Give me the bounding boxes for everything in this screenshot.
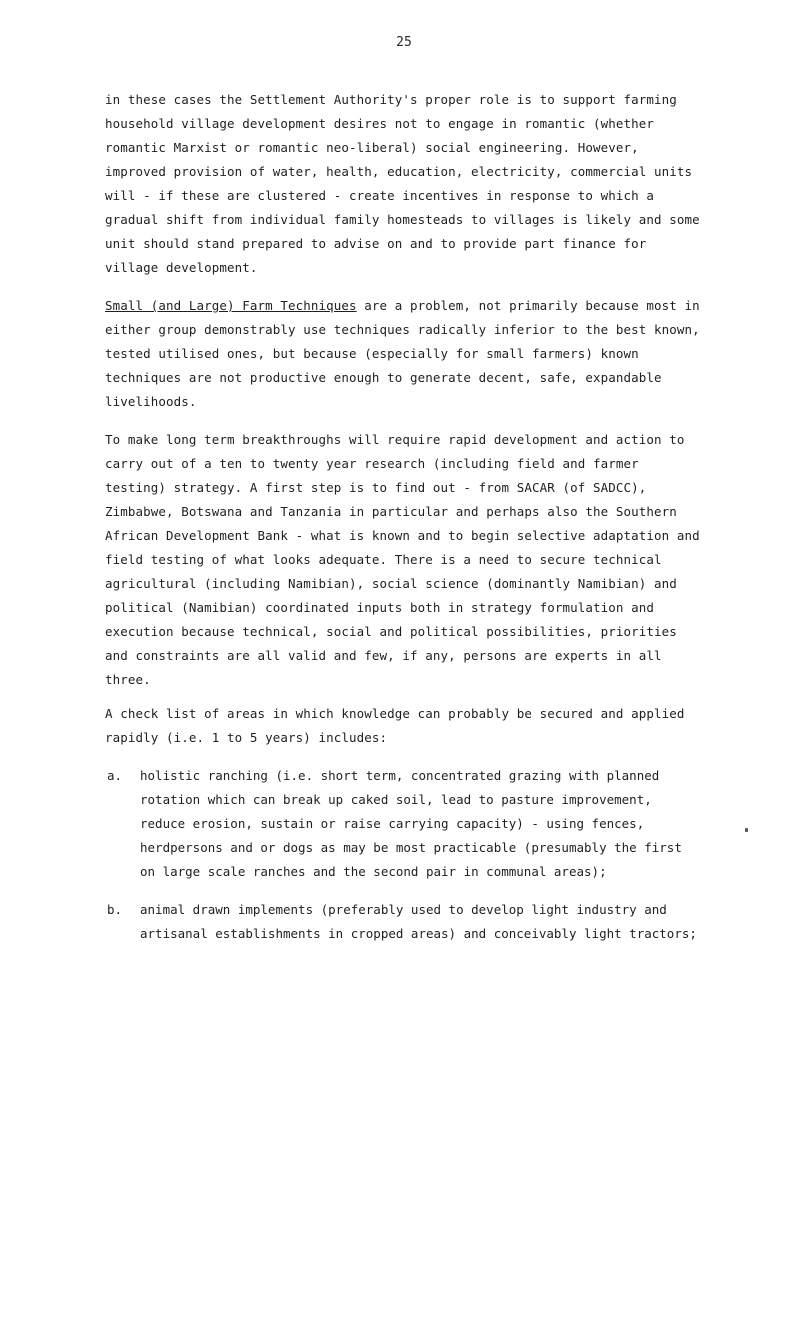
list-marker: a.	[107, 768, 123, 783]
paragraph-farm-techniques-text: are a problem, not primarily because most in either group demonstrably use techniques radically inferior to the best known, tested utilised ones, but because (especially for small farmers) known techniques are not productive enough to generate decent, safe, expandable livelihoods.	[105, 298, 700, 409]
paragraph-breakthroughs: To make long term breakthroughs will require rapid development and action to carry out of a ten to twenty year research (including field and farmer testing) strategy. A first step is to find out - from SACAR (of SADCC), Zimbabwe, Botswana and Tanzania in particular and perhaps also the Southern African Development Bank - what is known and to begin selective adaptation and field testing of what looks adequate. There is a need to secure technical agricultural (including Namibian), social science (dominantly Namibian) and political (Namibian) coordinated inputs both in strategy formulation and execution because technical, social and political possibilities, priorities and constraints are all valid and few, if any, persons are experts in all three.	[105, 432, 700, 687]
scan-speck	[745, 828, 748, 832]
paragraph-check-list-intro: A check list of areas in which knowledge can probably be secured and applied rapidly (i.e. 1 to 5 years) includes:	[105, 706, 685, 745]
list-item-text: holistic ranching (i.e. short term, concentrated grazing with planned rotation which can break up caked soil, lead to pasture improvement, reduce erosion, sustain or raise carrying capacity) - using fences, herdpersons and or dogs as may be most practicable (presumably the first on large scale ranches and the second pair in communal areas);	[140, 768, 682, 879]
list-marker: b.	[107, 902, 123, 917]
paragraph-farm-techniques	[105, 294, 705, 414]
list-item-text: animal drawn implements (preferably used to develop light industry and artisanal establishments in cropped areas) and conceivably light tractors;	[140, 902, 697, 941]
list-item	[105, 898, 705, 946]
page-number: 25	[396, 35, 412, 50]
paragraph-settlement-authority: in these cases the Settlement Authority's proper role is to support farming household village development desires not to engage in romantic (whether romantic Marxist or romantic neo-liberal) social engineering. However, improved provision of water, health, education, electricity, commercial units will - if these are clustered - create incentives in response to which a gradual shift from individual family homesteads to villages is likely and some unit should stand prepared to advise on and to provide part finance for village development.	[105, 92, 700, 275]
section-heading-farm-techniques: Small (and Large) Farm Techniques	[105, 298, 357, 313]
list-item	[105, 764, 705, 884]
